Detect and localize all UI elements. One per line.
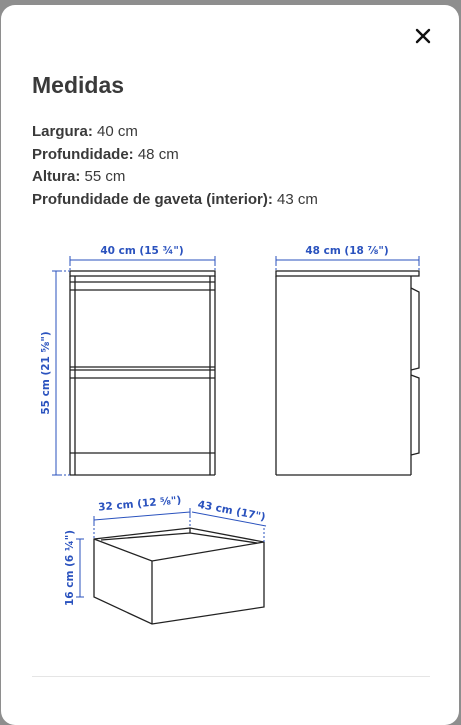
- front-height-label: 55 cm (21 ⅝"): [40, 331, 52, 415]
- side-view-drawing: [276, 271, 419, 475]
- spec-value: 43 cm: [277, 191, 318, 209]
- spec-value: 40 cm: [97, 123, 138, 140]
- divider: [32, 676, 430, 677]
- drawer-depth-label: 43 cm (17"): [196, 498, 267, 524]
- spec-label: Largura:: [32, 123, 93, 140]
- side-depth-label: 48 cm (18 ⅞"): [305, 245, 389, 257]
- spec-label: Altura:: [32, 168, 81, 186]
- front-view-drawing: [70, 271, 215, 475]
- spec-value: 48 cm: [137, 145, 179, 163]
- spec-label: Profundidade de gaveta (interior):: [32, 191, 273, 209]
- spec-value: 55 cm: [84, 168, 126, 186]
- modal-title: Medidas: [32, 72, 125, 98]
- front-width-label: 40 cm (15 ¾"): [100, 245, 184, 257]
- drawer-width-label: 32 cm (12 ⅝"): [97, 494, 182, 514]
- spec-label: Profundidade:: [32, 145, 134, 163]
- drawer-drawing: [94, 528, 264, 624]
- drawer-height-label: 16 cm (6 ¼"): [64, 530, 76, 606]
